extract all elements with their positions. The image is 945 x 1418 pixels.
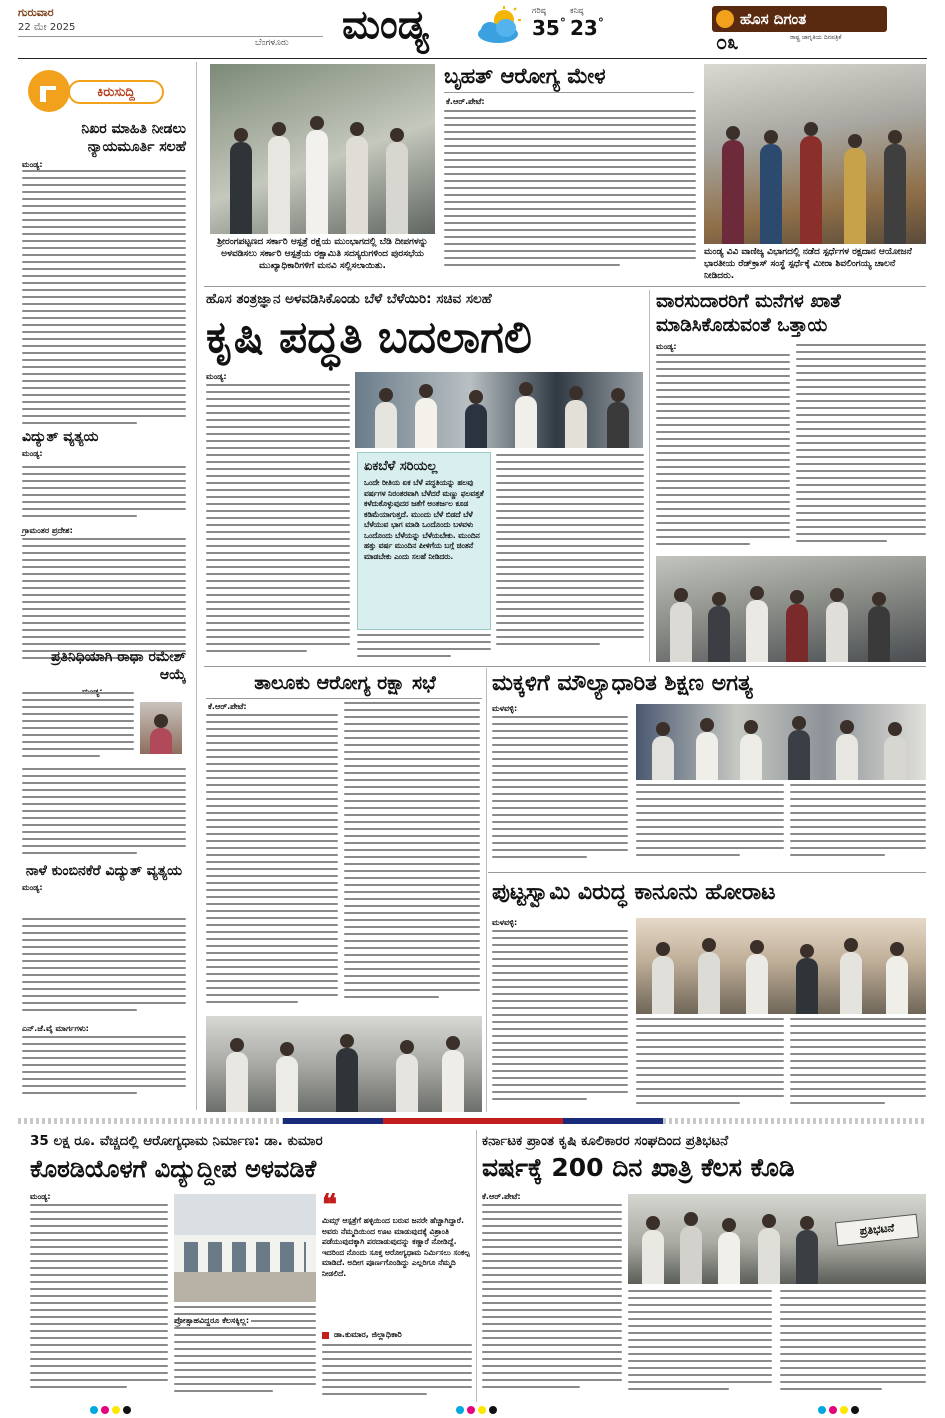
right-story-headline: ವಾರಸುದಾರರಿಗೆ ಮನೆಗಳ ಖಾತೆ ಮಾಡಿಸಿಕೊಡುವಂತೆ ಒತ್ತಾಯ — [656, 291, 841, 336]
quote-box — [322, 1188, 472, 1330]
page-number: ೦೩ — [716, 30, 739, 54]
registration-dots-right — [818, 1406, 859, 1414]
sidebar-headline-3: ಪ್ರತಿನಿಧಿಯಾಗಿ ರಾಧಾ ರಮೇಶ್ ಆಯ್ಕೆ — [50, 649, 186, 683]
protest-headline: ಪುಟ್ಟಸ್ವಾಮಿ ವಿರುದ್ಧ ಕಾನೂನು ಹೋರಾಟ — [492, 880, 776, 905]
sidebar-text-3 — [22, 692, 134, 764]
section-title: ಕಿರುಸುದ್ದಿ — [97, 84, 135, 100]
top-row-bottom-rule — [204, 286, 926, 287]
right-story-text-b — [796, 344, 926, 552]
sidebar-headline-2: ವಿದ್ಯುತ್ ವ್ಯತ್ಯಯ — [22, 429, 99, 445]
health-camp-dateline: ಕೆ.ಆರ್.ಪೇಟೆ: — [446, 97, 485, 106]
max-degree: ° — [559, 16, 566, 30]
lead-kicker: ಹೊಸ ತಂತ್ರಜ್ಞಾನ ಅಳವಡಿಸಿಕೊಂಡು ಬೆಳೆ ಬೆಳೆಯಿರಿ: ಸಚಿವ ಸಲಹೆ — [206, 291, 492, 307]
value-education-headline: ಮಕ್ಕಳಿಗೆ ಮೌಲ್ಯಾಧಾರಿತ ಶಿಕ್ಷಣ ಅಗತ್ಯ — [492, 671, 753, 696]
value-education-text-a — [492, 716, 628, 866]
quote-mark-icon: ❝ — [322, 1188, 338, 1221]
portrait-photo — [140, 702, 182, 754]
registration-dots-center — [456, 1406, 497, 1414]
quote-author: ಡಾ.ಕುಮಾರ, ಜಿಲ್ಲಾಧಿಕಾರಿ — [334, 1330, 402, 1339]
weekday: ಗುರುವಾರ — [18, 6, 54, 19]
protest-photo — [636, 918, 926, 1014]
sidebar — [18, 62, 190, 1112]
lamp-icon — [716, 10, 734, 28]
max-temp: 35 — [532, 16, 560, 40]
value-education-dateline: ಮಳವಳ್ಳಿ: — [492, 704, 518, 713]
protest-top-rule — [488, 872, 926, 873]
bottom-right-text-c — [780, 1290, 926, 1400]
bottom-left-dateline: ಮಂಡ್ಯ: — [30, 1192, 51, 1201]
sidebar-text-3b — [22, 768, 186, 864]
bottom-divider — [476, 1130, 477, 1402]
lead-text-col-1 — [206, 384, 350, 664]
date: 22 ಮೇ 2025 — [18, 22, 76, 33]
protest-dateline: ಮಳವಳ್ಳಿ: — [492, 918, 518, 927]
bottom-left-kicker: 35 ಲಕ್ಷ ರೂ. ವೆಚ್ಚದಲ್ಲಿ ಆರೋಗ್ಯಧಾಮ ನಿರ್ಮಾಣ: ಡಾ. ಕುಮಾರ — [30, 1133, 323, 1149]
health-camp-headline: ಬೃಹತ್ ಆರೋಗ್ಯ ಮೇಳ — [444, 64, 606, 88]
health-meeting-text-a — [206, 714, 338, 1012]
right-story-dateline: ಮಂಡ್ಯ: — [656, 342, 677, 351]
sidebar-headline-4: ನಾಳೆ ಕುಂಬಿನಕೆರೆ ವಿದ್ಯುತ್ ವ್ಯತ್ಯಯ — [25, 863, 183, 879]
value-education-photo — [636, 704, 926, 780]
single-crop-box — [357, 452, 491, 630]
protest-banner — [835, 1214, 919, 1246]
section-title-bar — [68, 80, 164, 104]
mid-divider — [486, 668, 487, 1112]
max-temp-block — [532, 6, 572, 40]
lead-right-divider — [649, 290, 650, 662]
health-meeting-dateline: ಕೆ.ಆರ್.ಪೇಟೆ: — [208, 702, 247, 711]
right-story-text-a — [656, 354, 790, 552]
sidebar-dateline-1: ಮಂಡ್ಯ: — [22, 160, 43, 169]
paper-name: ಹೊಸ ದಿಗಂತ — [740, 10, 807, 28]
farm-protest-photo — [628, 1194, 926, 1284]
paper-logo — [712, 6, 887, 32]
quote-text: ಮಿಮ್ಸ್ ಆಸ್ಪತ್ರೆಗೆ ಹಳ್ಳಿಯಿಂದ ಬರುವ ಜನರೇ ಹೆಚ್ಚಾಗಿದ್ದಾರೆ. ಅವರು ನೆಮ್ಮದಿಯಿಂದ ಊಟ ಮಾಡುವುದಕ್ಕೆ ವಿಶ್ರಾಂತಿ ಪಡೆಯುವುದಕ್ಕಾಗಿ ಪರದಾಡುವುದನ್ನು ಕಣ್ಣಾರೆ ನೋಡಿದ್ದೆ. ಇದರಿಂದ ನೊಂದು ಸೂಕ್ತ ಆರೋಗ್ಯಧಾಮ ನಿರ್ಮಿಸಲು ಸಂಕಲ್ಪ ಮಾಡಿದೆ. ಅದೀಗ ಪೂರ್ಣಗೊಂಡಿದ್ದು ಎಲ್ಲರಿಗೂ ನೆಮ್ಮದಿ ನೀಡಲಿದೆ. — [322, 1216, 470, 1278]
sidebar-headline-1: ನಿಖರ ಮಾಹಿತಿ ನೀಡಲು ನ್ಯಾಯಮೂರ್ತಿ ಸಲಹೆ — [81, 121, 186, 155]
bottom-right-dateline: ಕೆ.ಆರ್.ಪೇಟೆ: — [482, 1192, 521, 1201]
sidebar-story-1 — [22, 120, 186, 170]
masthead-rule — [18, 58, 927, 59]
sidebar-text-4a — [22, 918, 186, 1022]
box-title: ಏಕಬೆಳೆ ಸರಿಯಲ್ಲ — [364, 459, 438, 474]
district-title: ಮಂಡ್ಯ — [342, 2, 429, 48]
city: ಬೆಂಗಳೂರು — [255, 38, 289, 48]
protest-banner-text: ಪ್ರತಿಭಟನೆ — [859, 1221, 895, 1238]
sidebar-story-3 — [22, 648, 186, 697]
sidebar-text-2a — [22, 466, 186, 524]
sidebar-story-2 — [22, 428, 186, 459]
health-camp-text — [444, 110, 696, 282]
top-right-caption: ಮಂಡ್ಯ ವಿವಿ ವಾಣಿಜ್ಯ ವಿಭಾಗದಲ್ಲಿ ನಡೆದ ಸ್ಪರ್ಧೆಗಳ ರಕ್ಷದಾನ ಆಯೋಜನೆ ಭಾರತೀಯ ರೆಡ್‌ಕ್ರಾಸ್ ಸಂಸ್ಥೆ ಸ್ಪರ್ಧೆಕ್ಕೆ ಮೀರಾ ಶಿವಲಿಂಗಯ್ಯ ಚಾಲನೆ ನೀಡಿದರು. — [704, 247, 912, 281]
bottom-left-text-a — [30, 1204, 168, 1400]
health-home-photo — [174, 1194, 316, 1302]
lead-photo — [355, 372, 643, 448]
quote-author-row — [322, 1330, 472, 1340]
bottom-left-text-c — [322, 1344, 472, 1400]
sidebar-subhead-2: ಗ್ರಾಮಂತರ ಪ್ರದೇಶ: — [22, 526, 73, 535]
sidebar-dateline-2: ಮಂಡ್ಯ: — [22, 449, 43, 458]
bottom-right-text-a — [482, 1204, 622, 1400]
protest-text-a — [492, 930, 628, 1110]
sidebar-dateline-4: ಮಂಡ್ಯ: — [22, 883, 43, 892]
protest-text-c — [790, 1018, 926, 1110]
pointing-hand-icon — [28, 70, 70, 112]
health-meeting-text-b — [344, 702, 480, 1012]
health-camp-rule — [444, 92, 694, 93]
health-meeting-photo — [206, 1016, 482, 1112]
top-right-photo — [704, 64, 926, 244]
sidebar-subhead-4: ಎನ್.ಜೆ.ವೈ ಮಾರ್ಗಗಳು: — [22, 1024, 89, 1033]
bottom-right-text-b — [628, 1290, 772, 1400]
section-separator — [18, 1116, 927, 1126]
lead-dateline: ಮಂಡ್ಯ: — [206, 372, 227, 381]
lead-headline: ಕೃಷಿ ಪದ್ಧತಿ ಬದಲಾಗಲಿ — [206, 312, 532, 363]
bottom-right-kicker: ಕರ್ನಾಟಕ ಪ್ರಾಂತ ಕೃಷಿ ಕೂಲಿಕಾರರ ಸಂಘದಿಂದ ಪ್ರತಿಭಟನೆ — [482, 1133, 729, 1149]
right-story-photo — [656, 556, 926, 662]
lead-text-col-2b — [357, 634, 491, 664]
protest-text-b — [636, 1018, 784, 1110]
health-meeting-rule — [206, 698, 482, 699]
min-temp: 23 — [570, 16, 598, 40]
bottom-left-headline: ಕೊಠಡಿಯೊಳಗೆ ವಿದ್ಯುದ್ದೀಪ ಅಳವಡಿಕೆ — [30, 1155, 317, 1183]
min-label: ಕನಿಷ್ಠ — [570, 6, 584, 15]
max-label: ಗರಿಷ್ಠ — [532, 6, 546, 15]
box-text: ಒಂದೇ ರೀತಿಯ ಏಕ ಬೆಳೆ ಪದ್ಧತಿಯನ್ನು ಹಲವು ವರ್ಷಗಳ ನಿರಂತರವಾಗಿ ಬೆಳೆದರೆ ಮಣ್ಣು ಫಲವತ್ತತೆ ಕಳೆದುಕೊಳ್ಳುವುದರ ಜತೆಗೆ ಅಂತರ್ಜಲ ಕೂಡ ಕಡಿಮೆಯಾಗುತ್ತದೆ. ಮುಂದು ಬೆಳೆ ಬಿಡದೆ ಬೆಳೆ ಬೆಳೆಯುವ ಭಾಗ ಮಾಡಿ ಒಂದೊಂದು ಬಳವಳು ಒಂದೊಂದು ಬೆಳೆಯನ್ನು ಬೆಳೆಯಬೇಕು. ಮುಂದಿನ ಹತ್ತು ವರ್ಷ ಮುಂದಿನ ಪೀಳಿಗೆಯ ಬಗ್ಗೆ ಚಿಂತನೆ ಮಾಡಬೇಕು ಎಂದು ಸಲಹೆ ನೀಡಿದರು. — [364, 478, 484, 561]
quote-square-icon — [322, 1332, 329, 1339]
mid-row-top-rule — [204, 666, 926, 667]
bottom-right-headline: ವರ್ಷಕ್ಕೆ 200 ದಿನ ಖಾತ್ರಿ ಕೆಲಸ ಕೊಡಿ — [482, 1153, 795, 1182]
sidebar-divider — [196, 62, 197, 1110]
value-education-text-c — [790, 784, 926, 866]
min-temp-block — [570, 6, 610, 40]
bottom-left-subhead: ಪ್ರೋತ್ಸಾಹವಿದ್ದರೂ ಕೆಲಸಕ್ಕಿಲ್ಲ: — [174, 1316, 250, 1325]
value-education-text-b — [636, 784, 784, 866]
masthead — [0, 0, 945, 58]
registration-dots-left — [90, 1406, 131, 1414]
sidebar-text-4b — [22, 1036, 186, 1106]
top-left-caption: ಶ್ರೀರಂಗಪಟ್ಟಣದ ಸರ್ಕಾರಿ ಆಸ್ಪತ್ರೆ ರಕ್ಷೆಯ ಮುಂಭಾಗದಲ್ಲಿ ಬೆಡಿ ದೀಪಗಳನ್ನು ಅಳವಡಿಸಲು ಸರ್ಕಾರಿ ಆಸ್ಪತ್ರೆಯ ರಕ್ಷಾಮಿತಿ ಸದಸ್ಯರುಗಳಿಂದ ಪುರಸಭೆಯ ಮುಖ್ಯಾಧಿಕಾರಿಗಳಿಗೆ ಮನವಿ ಸಲ್ಲಿಸಲಾಯಿತು. — [217, 237, 428, 271]
min-degree: ° — [597, 16, 604, 30]
sidebar-header — [28, 70, 178, 116]
paper-tagline: ರಾಷ್ಟ್ರ ಜಾಗೃತಿಯ ದಿನಪತ್ರಿಕೆ — [790, 34, 842, 41]
health-meeting-headline: ತಾಲೂಕು ಆರೋಗ್ಯ ರಕ್ಷಾ ಸಭೆ — [254, 672, 436, 694]
lead-text-col-3 — [496, 454, 644, 654]
sidebar-story-4 — [22, 862, 186, 893]
masthead-divider — [18, 36, 323, 37]
weather-icon — [474, 6, 530, 46]
sidebar-text-1 — [22, 170, 186, 440]
top-left-photo — [210, 64, 435, 234]
date-block — [18, 6, 128, 52]
